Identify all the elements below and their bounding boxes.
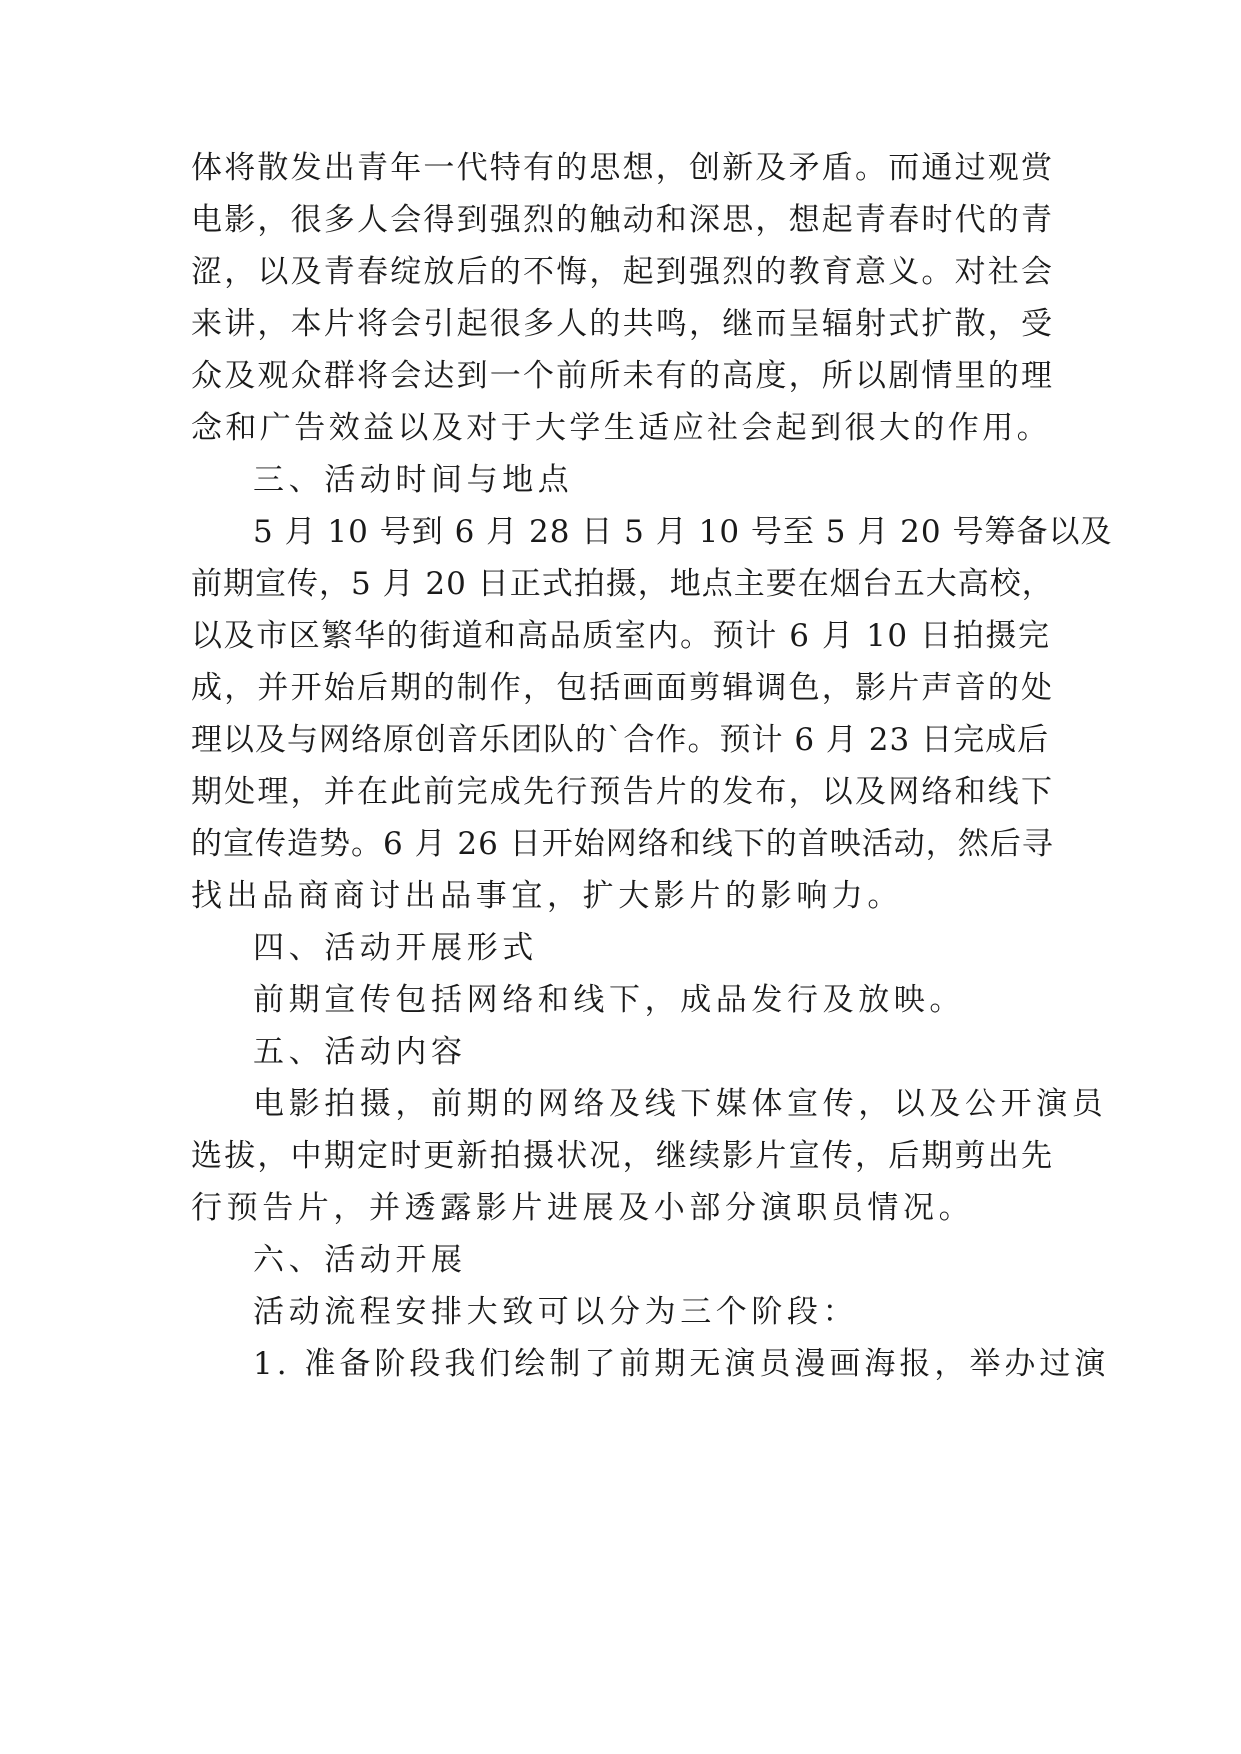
body-text-line: 行预告片，并透露影片进展及小部分演职员情况。 (191, 1190, 975, 1226)
body-text-line: 体将散发出青年一代特有的思想，创新及矛盾。而通过观赏 (191, 150, 1055, 186)
body-text-line: 找出品商商讨出品事宜，扩大影片的影响力。 (191, 878, 903, 914)
body-text-line: 活动流程安排大致可以分为三个阶段： (253, 1294, 859, 1330)
body-text-line: 5 月 10 号到 6 月 28 日 5 月 10 号至 5 月 20 号筹备以及 (253, 514, 1113, 550)
section-heading: 五、活动内容 (253, 1034, 467, 1070)
section-heading: 四、活动开展形式 (253, 930, 538, 966)
body-text-line: 来讲，本片将会引起很多人的共鸣，继而呈辐射式扩散，受 (191, 306, 1055, 342)
section-heading: 六、活动开展 (253, 1242, 467, 1278)
body-text-line: 众及观众群将会达到一个前所未有的高度，所以剧情里的理 (191, 358, 1055, 394)
body-text-line: 期处理，并在此前完成先行预告片的发布，以及网络和线下 (191, 774, 1055, 810)
body-text-line: 成，并开始后期的制作，包括画面剪辑调色，影片声音的处 (191, 670, 1055, 706)
body-text-line: 前期宣传，5 月 20 日正式拍摄，地点主要在烟台五大高校， (191, 566, 1054, 602)
body-text-line: 前期宣传包括网络和线下，成品发行及放映。 (253, 982, 965, 1018)
body-text-line: 电影，很多人会得到强烈的触动和深思，想起青春时代的青 (191, 202, 1055, 238)
body-text-line: 以及市区繁华的街道和高品质室内。预计 6 月 10 日拍摄完 (191, 618, 1051, 654)
body-text-line: 电影拍摄，前期的网络及线下媒体宣传，以及公开演员 (253, 1086, 1108, 1122)
body-text-line: 涩，以及青春绽放后的不悔，起到强烈的教育意义。对社会 (191, 254, 1055, 290)
body-text-line: 的宣传造势。6 月 26 日开始网络和线下的首映活动，然后寻 (191, 826, 1054, 862)
section-heading: 三、活动时间与地点 (253, 462, 574, 498)
body-text-line: 理以及与网络原创音乐团队的`合作。预计 6 月 23 日完成后 (191, 722, 1050, 758)
body-text-line: 选拔，中期定时更新拍摄状况，继续影片宣传，后期剪出先 (191, 1138, 1055, 1174)
body-text-line: 1. 准备阶段我们绘制了前期无演员漫画海报，举办过演 (253, 1346, 1110, 1382)
body-text-line: 念和广告效益以及对于大学生适应社会起到很大的作用。 (191, 410, 1051, 446)
